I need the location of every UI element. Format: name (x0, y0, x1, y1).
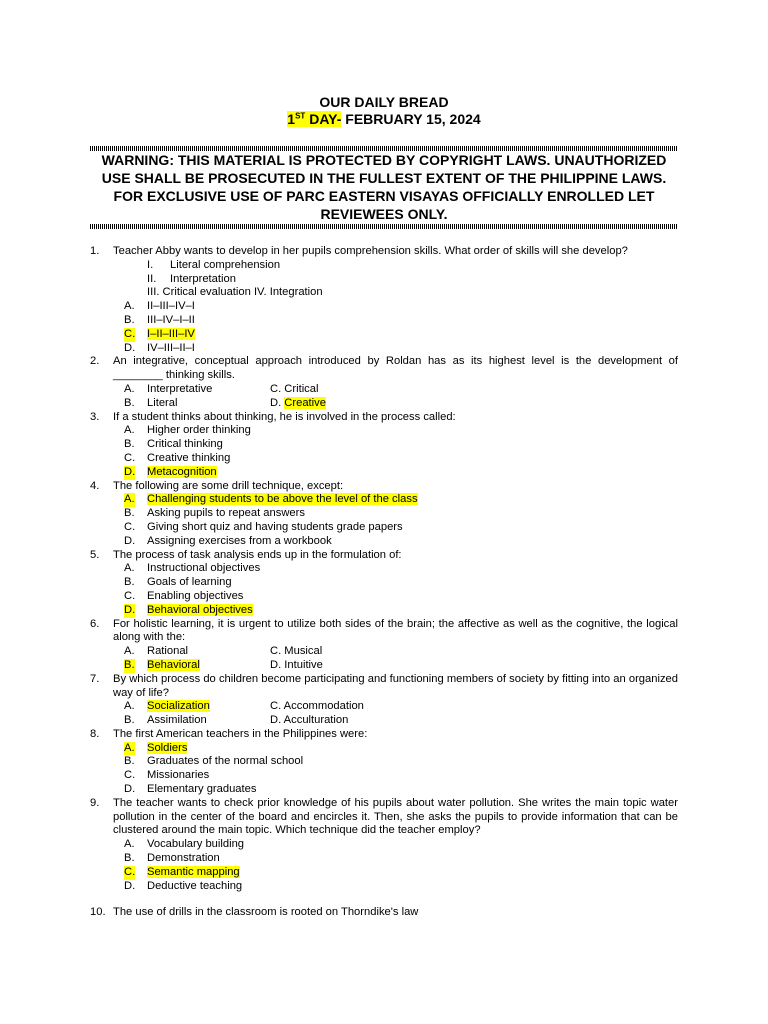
question-text: The process of task analysis ends up in the formulation of: (113, 548, 402, 561)
question-text: The use of drills in the classroom is rooted on Thorndike's law (113, 906, 419, 919)
answer-option: B. Critical thinking (124, 438, 223, 451)
question-number: 2. (90, 355, 100, 368)
answer-option-correct: A. Challenging students to be above the level of the class (124, 493, 418, 506)
answer-option: A. II–III–IV–I (124, 300, 195, 313)
question-2 (90, 355, 678, 410)
question-text: The following are some drill technique, except: (113, 479, 344, 492)
answer-option: B. Asking pupils to repeat answers (124, 507, 305, 520)
bottom-divider (90, 224, 678, 229)
document-title: OUR DAILY BREAD (319, 94, 449, 110)
answer-option: D. Assigning exercises from a workbook (124, 534, 332, 547)
question-text: The teacher wants to check prior knowledge of his pupils about water pollution. She writes the main topic water pollution in the center of the board and encircles it. Then, she asks the pupils to provide information that can be clustered around the main topic. Which technique did the teacher employ? (113, 796, 678, 837)
question-3 (90, 411, 678, 480)
answer-option-correct: D. Metacognition (124, 465, 217, 478)
question-number: 10. (90, 906, 106, 919)
question-number: 1. (90, 245, 100, 257)
answer-option-correct: Creative (284, 396, 326, 409)
question-1 (90, 245, 678, 355)
answer-option: B. III–IV–I–II (124, 313, 195, 326)
answer-option: C. Giving short quiz and having students grade papers (124, 520, 403, 533)
question-8 (90, 728, 678, 797)
roman-item: II. Interpretation (147, 272, 236, 285)
question-text: For holistic learning, it is urgent to utilize both sides of the brain; the affective as well as the cognitive, the logical along with the: (113, 617, 678, 644)
answer-row: A. Socialization C. Accommodation (124, 700, 364, 713)
question-number: 8. (90, 727, 100, 740)
answer-option-correct: C. I–II–III–IV (124, 327, 195, 340)
day-highlight: 1ST DAY- (287, 111, 342, 127)
answer-option-correct: A. Soldiers (124, 741, 188, 754)
answer-option: A. Higher order thinking (124, 424, 251, 437)
question-7 (90, 673, 678, 728)
question-number: 5. (90, 548, 100, 561)
answer-row: B. Behavioral D. Intuitive (124, 658, 323, 671)
answer-option: C. Enabling objectives (124, 589, 244, 602)
answer-option: A. Instructional objectives (124, 562, 261, 575)
answer-option-correct: C. Semantic mapping (124, 865, 240, 878)
roman-item: I. Literal comprehension (147, 258, 281, 271)
document-date-line (0, 111, 768, 128)
question-text: Teacher Abby wants to develop in her pupils comprehension skills. What order of skills will she develop? (113, 245, 628, 257)
copyright-warning: WARNING: THIS MATERIAL IS PROTECTED BY COPYRIGHT LAWS. UNAUTHORIZED USE SHALL BE PROSECUTED IN THE FULLEST EXTENT OF THE PHILIPPINE LAWS. FOR EXCLUSIVE USE OF PARC EASTERN VISAYAS OFFICIALLY ENROLLED LET REVIEWEES ONLY. (101, 152, 667, 222)
question-list (90, 245, 678, 920)
answer-row: B. Assimilation D. Acculturation (124, 714, 349, 727)
question-5 (90, 549, 678, 618)
answer-option-correct: B. Behavioral (124, 658, 200, 671)
question-text: If a student thinks about thinking, he is involved in the process called: (113, 410, 456, 423)
question-6 (90, 618, 678, 673)
answer-option: C. Missionaries (124, 769, 210, 782)
question-text: By which process do children become participating and functioning members of society by fitting into an organized way of life? (113, 672, 678, 699)
answer-row: A. Rational C. Musical (124, 645, 323, 658)
answer-option: D. IV–III–II–I (124, 341, 195, 354)
answer-option: B. Demonstration (124, 852, 220, 865)
answer-option-correct: Socialization (147, 700, 210, 713)
question-9 (90, 797, 678, 894)
question-10 (90, 906, 678, 920)
question-number: 9. (90, 796, 100, 809)
answer-row: B. Literal D. Creative (124, 396, 326, 409)
answer-row: A. Interpretative C. Critical (124, 382, 319, 395)
question-number: 6. (90, 617, 100, 630)
question-number: 3. (90, 410, 100, 423)
header (0, 94, 768, 128)
answer-option: D. Elementary graduates (124, 783, 257, 796)
answer-option: B. Graduates of the normal school (124, 755, 304, 768)
question-text: An integrative, conceptual approach introduced by Roldan has as its highest level is the development of ________ thinking skills. (113, 355, 678, 382)
spacer (90, 893, 678, 906)
question-number: 4. (90, 479, 100, 492)
question-text: The first American teachers in the Philippines were: (113, 727, 368, 740)
question-4 (90, 480, 678, 549)
answer-option: A. Vocabulary building (124, 838, 245, 851)
answer-option: C. Creative thinking (124, 451, 231, 464)
question-number: 7. (90, 672, 100, 685)
roman-item: III. Critical evaluation IV. Integration (147, 286, 323, 299)
answer-option-correct: D. Behavioral objectives (124, 603, 253, 616)
answer-option: B. Goals of learning (124, 576, 232, 589)
answer-option: D. Deductive teaching (124, 879, 243, 892)
date-text: FEBRUARY 15, 2024 (341, 111, 481, 127)
